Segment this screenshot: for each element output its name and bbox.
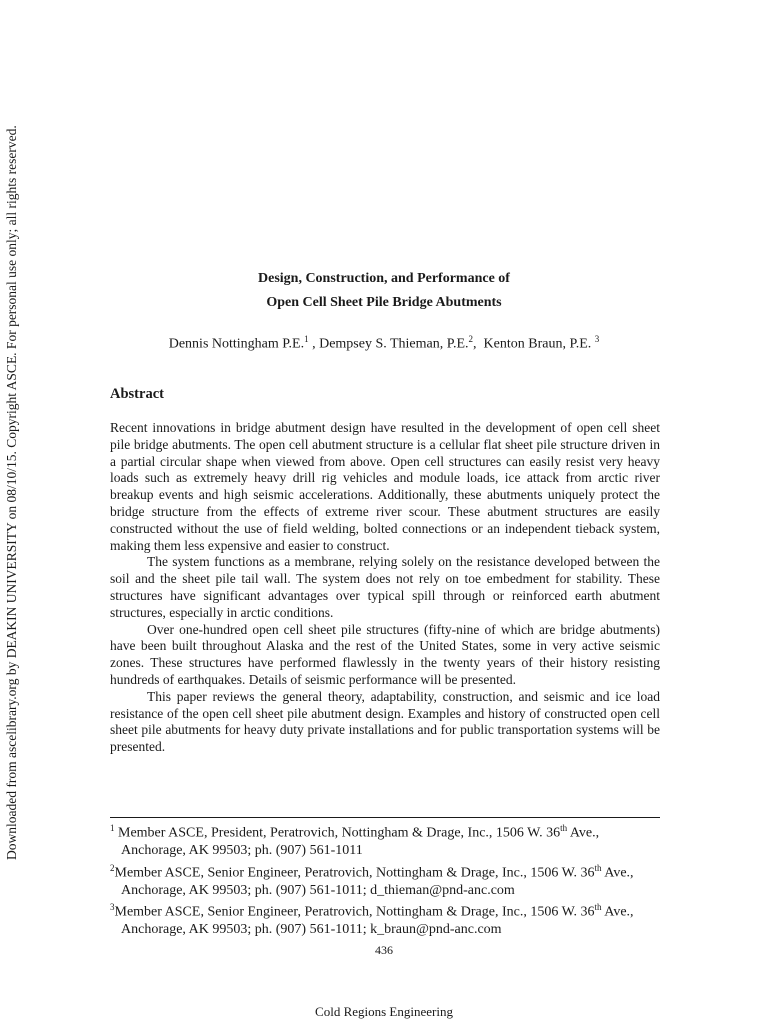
- publication-footer: Cold Regions Engineering: [315, 1004, 453, 1019]
- footnote-text-cont: Ave., Anchorage, AK 99503; ph. (907) 561-1011: [121, 825, 600, 859]
- author-footnote-mark: 2: [468, 334, 474, 344]
- footnote: [110, 860, 662, 900]
- author-name: Kenton Braun, P.E.: [483, 336, 592, 352]
- footnote-text: Member ASCE, Senior Engineer, Peratrovich, Nottingham & Drage, Inc., 1506 W. 36: [114, 865, 595, 881]
- footnote-mark: 1: [110, 823, 115, 833]
- footnote: [110, 820, 662, 860]
- footnote-superscript: th: [594, 862, 602, 873]
- footnote: [110, 899, 662, 939]
- footnotes: [110, 820, 662, 939]
- abstract-paragraph: Over one-hundred open cell sheet pile structures (fifty-nine of which are bridge abutments) have been built throughout Alaska and the rest of the United States, some in very active seismic zones. These structures have performed flawlessly in the twenty years of their history resisting hundreds of earthquakes. Details of seismic performance will be presented.: [110, 621, 660, 687]
- author-footnote-mark: 3: [594, 334, 600, 344]
- footnote-text: Member ASCE, President, Peratrovich, Nottingham & Drage, Inc., 1506 W. 36: [118, 825, 561, 841]
- author-separator: ,: [308, 336, 320, 352]
- author-footnote-mark: 1: [304, 334, 309, 344]
- abstract-paragraph: This paper reviews the general theory, adaptability, construction, and seismic and ice load resistance of the open cell sheet pile abutment design. Examples and history of constructed open cell sheet pile abutments for heavy duty private installations and for public transportation systems will be presented.: [110, 688, 660, 755]
- footnote-superscript: th: [560, 823, 568, 833]
- author-separator: ,: [473, 336, 484, 352]
- author-name: Dempsey S. Thieman, P.E.: [319, 336, 469, 352]
- author-name: Dennis Nottingham P.E.: [168, 336, 305, 352]
- abstract-body: [110, 420, 660, 756]
- footnote-mark: 2: [110, 862, 115, 873]
- footnote-mark: 3: [110, 902, 115, 913]
- footnote-superscript: th: [594, 902, 602, 913]
- paper-title-line-2: Open Cell Sheet Pile Bridge Abutments: [266, 295, 502, 310]
- abstract-paragraph: Recent innovations in bridge abutment design have resulted in the development of open cell sheet pile bridge abutments. The open cell abutment structure is a cellular flat sheet pile structure driven in a partial circular shape when viewed from above. Open cell structures can easily resist very heavy loads such as extremely heavy drill rig vehicles and module loads, ice attack from arctic river breakup events and high seismic accelerations. Additionally, these abutments uniquely protect the bridge structure from the effects of extreme river scour. These abutment structures are easily constructed without the use of field welding, bolted connections or an independent tieback system, making them less expensive and easier to construct.: [110, 420, 660, 553]
- footnote-text-cont: Ave., Anchorage, AK 99503; ph. (907) 561-1011; d_thieman@pnd-anc.com: [121, 865, 634, 898]
- footnote-text-cont: Ave., Anchorage, AK 99503; ph. (907) 561-1011; k_braun@pnd-anc.com: [121, 904, 634, 938]
- footnote-text: Member ASCE, Senior Engineer, Peratrovich, Nottingham & Drage, Inc., 1506 W. 36: [114, 904, 595, 920]
- author-list: [0, 334, 768, 353]
- abstract-heading: Abstract: [110, 386, 164, 402]
- abstract-paragraph: The system functions as a membrane, relying solely on the resistance developed between the soil and the sheet pile tail wall. The system does not rely on toe embedment for stability. These structures have significant advantages over typical spill through or reinforced earth abutment structures, especially in arctic conditions.: [110, 554, 660, 620]
- footnote-divider: [110, 817, 660, 818]
- page-number: 436: [375, 943, 393, 957]
- download-notice-text: Downloaded from ascelibrary.org by DEAKIN UNIVERSITY on 08/10/15. Copyright ASCE. For personal use only; all rights reserved.: [4, 125, 19, 860]
- paper-title-line-1: Design, Construction, and Performance of: [258, 271, 510, 286]
